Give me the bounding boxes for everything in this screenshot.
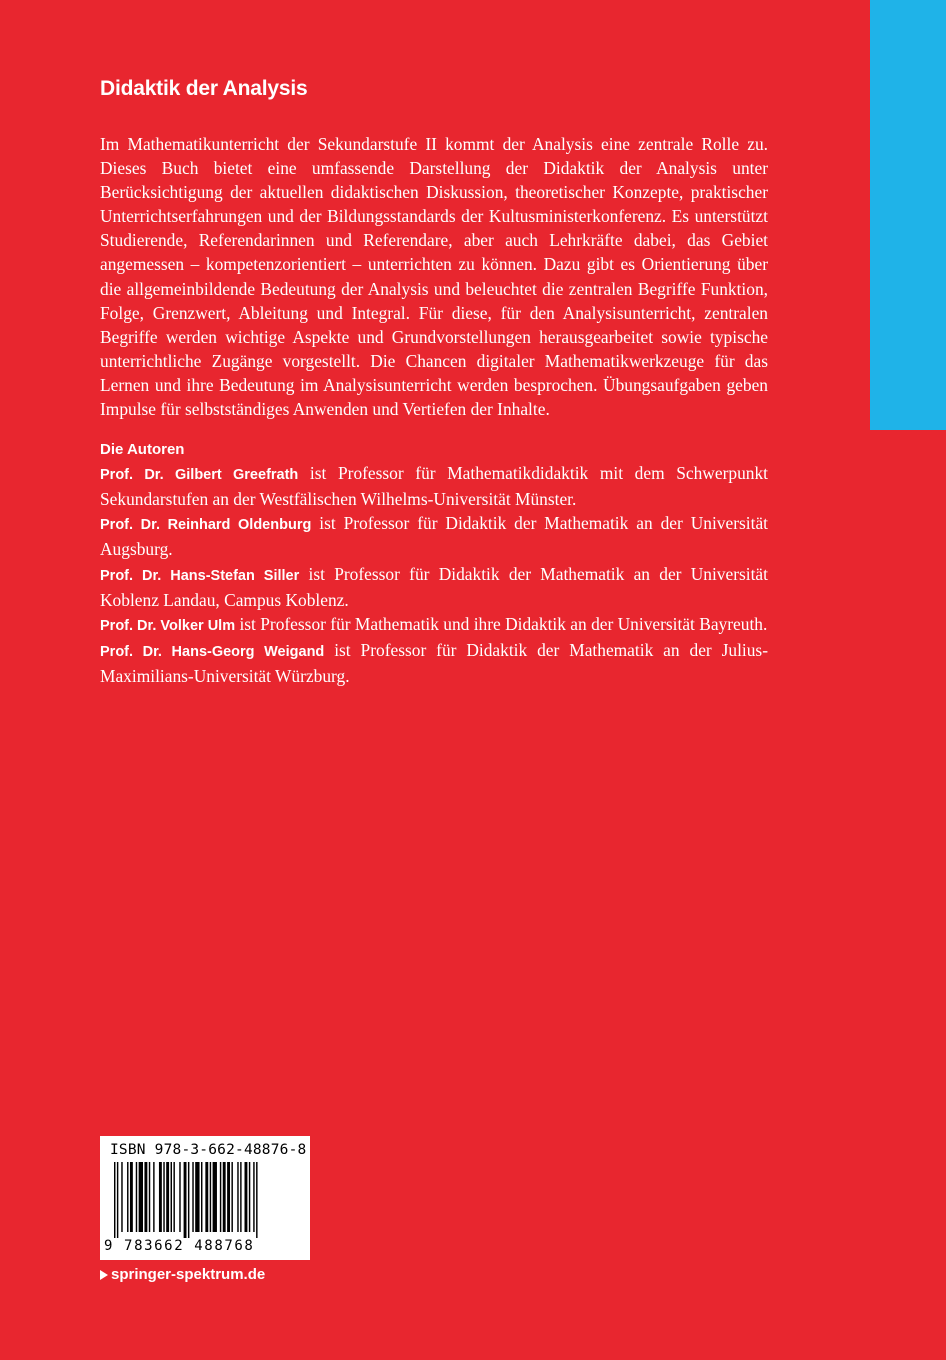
barcode-bar — [173, 1162, 174, 1232]
barcode-bar — [121, 1162, 122, 1232]
barcode-bars — [108, 1162, 302, 1238]
barcode-bar — [220, 1162, 221, 1232]
authors-heading: Die Autoren — [100, 441, 185, 459]
barcode-bar — [139, 1162, 143, 1232]
arrow-right-icon — [100, 1270, 108, 1280]
barcode-digits: 9 783662 488768 — [104, 1238, 255, 1254]
author-name: Prof. Dr. Volker Ulm — [100, 617, 236, 634]
author-entry — [100, 562, 768, 612]
isbn-barcode — [100, 1136, 310, 1260]
author-bio: ist Professor für Didaktik der Mathematik an der Universität Koblenz Landau, Campus Koblenz. — [100, 563, 768, 610]
author-name: Prof. Dr. Hans-Georg Weigand — [100, 643, 325, 660]
barcode-bar — [249, 1162, 250, 1232]
author-name: Prof. Dr. Hans-Stefan Siller — [100, 567, 300, 584]
author-entry — [100, 612, 768, 638]
author-bio: ist Professor für Didaktik der Mathematik an der Universität Augsburg. — [100, 513, 768, 560]
barcode-bar — [171, 1162, 172, 1232]
barcode-bar — [166, 1162, 169, 1232]
barcode-bar — [114, 1162, 115, 1238]
website-link[interactable]: springer-spektrum.de — [111, 1266, 266, 1283]
barcode-bar — [213, 1162, 217, 1232]
back-cover-content — [100, 76, 768, 688]
barcode-bar — [149, 1162, 150, 1232]
barcode-bar — [205, 1162, 208, 1232]
barcode-bar — [136, 1162, 137, 1232]
barcode-bar — [184, 1162, 187, 1238]
barcode-bar — [240, 1162, 241, 1232]
barcode-bar — [130, 1162, 133, 1232]
barcode-bar — [179, 1162, 180, 1232]
barcode-bar — [159, 1162, 162, 1232]
author-name: Prof. Dr. Gilbert Greefrath — [100, 467, 299, 484]
publisher-website[interactable] — [100, 1266, 265, 1283]
accent-tab — [870, 0, 946, 430]
author-bio: ist Professor für Didaktik der Mathematik an der Julius-Maximilians-Universität Würzburg. — [100, 639, 768, 686]
isbn-label: ISBN 978-3-662-48876-8 — [110, 1142, 307, 1158]
barcode-bar — [223, 1162, 226, 1232]
barcode-bar — [144, 1162, 147, 1232]
author-bio: ist Professor für Mathematikdidaktik mit dem Schwerpunkt Sekundarstufen an der Westfälischen Wilhelms-Universität Münster. — [100, 463, 768, 510]
barcode-bar — [163, 1162, 164, 1232]
barcode-bar — [231, 1162, 232, 1232]
barcode-bar — [237, 1162, 238, 1232]
barcode-bar — [127, 1162, 128, 1232]
author-bio: ist Professor für Mathematik und ihre Didaktik an der Universität Bayreuth. — [235, 613, 768, 634]
barcode-bar — [192, 1162, 193, 1232]
barcode-bar — [256, 1162, 257, 1238]
book-description: Im Mathematikunterricht der Sekundarstufe II kommt der Analysis eine zentrale Rolle zu. Dieses Buch bietet eine umfassende Darstellung der Didaktik der Analysis unter Berücksichtigung der aktuellen didaktischen Diskussion, theoretischer Konzepte, praktischer Unterrichtserfahrungen und der Bildungsstandards der Kultusministerkonferenz. Es unterstützt Studierende, Referendarinnen und Referendare, aber auch Lehrkräfte dabei, das Gebiet angemessen – kompetenzorientiert – unterrichten zu können. Dazu gibt es Orientierung über die allgemeinbildende Bedeutung der Analysis und beleuchtet die zentralen Begriffe Funktion, Folge, Grenzwert, Ableitung und Integral. Für diese, für den Analysisunterricht, zentralen Begriffe werden wichtige Aspekte und Grundvorstellungen herausgearbeitet sowie typische unterrichtliche Zugänge vorgestellt. Die Chancen digitaler Mathematikwerkzeuge für das Lernen und ihre Bedeutung im Analysisunterricht werden besprochen. Übungsaufgaben geben Impulse für selbstständiges Anwenden und Vertiefen der Inhalte. — [100, 134, 768, 420]
barcode-bar — [117, 1162, 118, 1238]
barcode-bar — [195, 1162, 199, 1232]
author-entry — [100, 461, 768, 511]
author-name: Prof. Dr. Reinhard Oldenburg — [100, 517, 312, 534]
barcode-bar — [210, 1162, 211, 1232]
author-entry — [100, 638, 768, 688]
author-entry — [100, 511, 768, 561]
barcode-bar — [201, 1162, 202, 1232]
barcode-bar — [188, 1162, 189, 1238]
book-title: Didaktik der Analysis — [100, 77, 308, 100]
barcode-bar — [153, 1162, 154, 1232]
barcode-bar — [245, 1162, 248, 1232]
barcode-bar — [253, 1162, 254, 1232]
barcode-bar — [227, 1162, 230, 1232]
